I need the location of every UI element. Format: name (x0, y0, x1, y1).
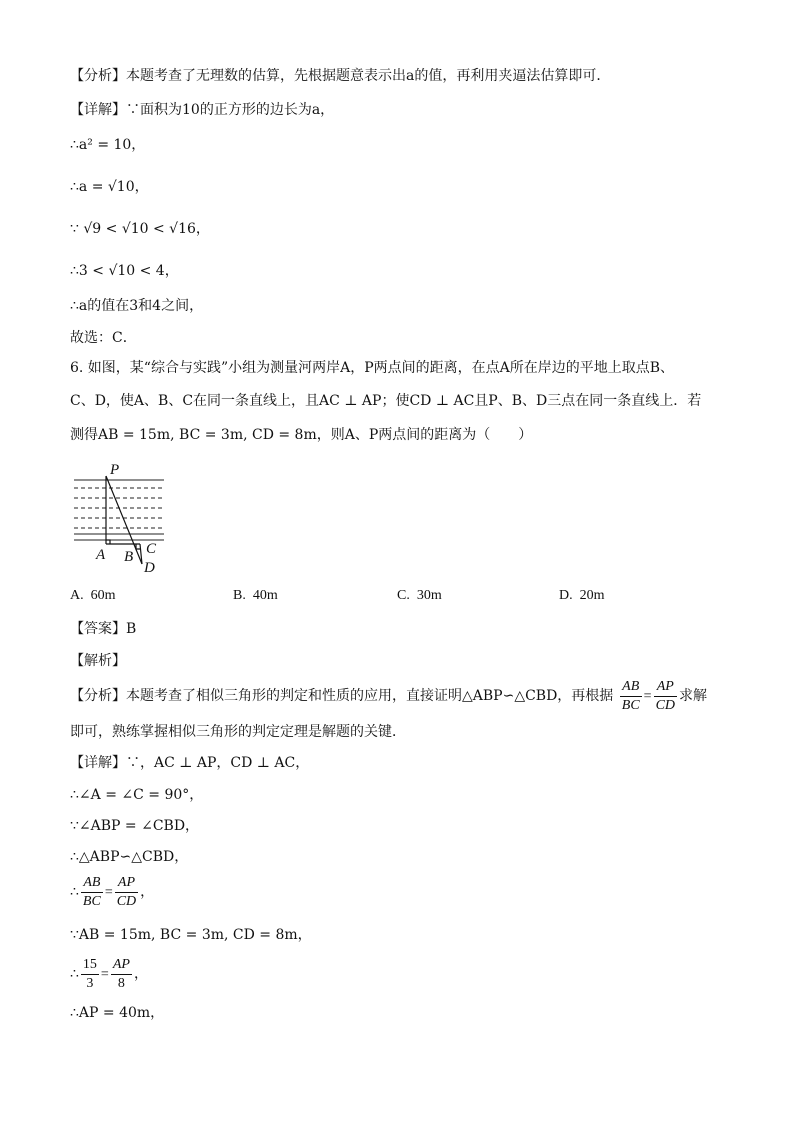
prev-step-5: ∴a的值在3和4之间， (70, 298, 204, 314)
solution-step-2: ∵∠ABP = ∠CBD， (70, 818, 200, 834)
solution-analysis-line: 【分析】本题考查了相似三角形的判定和性质的应用，直接证明△ABP∽△CBD，再根据 $\frac{AB}{BC}$ = $\frac{AP}{CD}$ 求解 (70, 678, 708, 713)
solution-analysis-text: 【分析】本题考查了相似三角形的判定和性质的应用，直接证明△ABP∽△CBD，再根据 (70, 688, 614, 704)
prev-detail: 【详解】∵面积为10的正方形的边长为a， (70, 102, 335, 118)
right-angle-C (136, 544, 140, 549)
label-P: P (110, 462, 120, 478)
label-C: C (146, 541, 157, 557)
prev-step-4: ∴3 < √10 < 4， (70, 263, 179, 279)
solution-step-1: ∴∠A = ∠C = 90°， (70, 787, 204, 803)
option-b[interactable]: B. 40m (233, 588, 278, 603)
label-D: D (144, 560, 155, 576)
ratio-ap-cd: $\frac{AP}{CD}$ (655, 678, 676, 713)
river-lines (74, 480, 164, 540)
solution-analysis-cont: 即可，熟练掌握相似三角形的判定定理是解题的关键． (70, 724, 406, 740)
question-6-line-1: 6. 如图，某“综合与实践”小组为测量河两岸A，P两点间的距离，在点A所在岸边的平地上取点B、 (70, 360, 675, 376)
option-a[interactable]: A. 60m (70, 588, 116, 603)
analysis-tag: 【解析】 (70, 653, 126, 669)
solution-step-5: ∵AB = 15m, BC = 3m, CD = 8m， (70, 927, 312, 943)
ratio-15-3: $\frac{15}{3}$ (82, 956, 97, 991)
solution-step-4: ∴ $\frac{AB}{BC}$ = $\frac{AP}{CD}$ ， (70, 874, 155, 909)
answer-line (70, 619, 136, 639)
prev-choose: 故选：C． (70, 330, 137, 346)
solution-step-6: ∴ $\frac{15}{3}$ = $\frac{AP}{8}$ ， (70, 956, 148, 991)
label-B: B (124, 549, 134, 565)
ratio-ap-cd-2: $\frac{AP}{CD}$ (116, 874, 137, 909)
prev-step-2: ∴a = √10， (70, 179, 149, 195)
question-6-line-2: C、D，使A、B、C在同一条直线上，且AC ⊥ AP；使CD ⊥ AC且P、B、D三点在同一条直线上．若 (70, 393, 702, 409)
label-A: A (96, 547, 106, 563)
ratio-ab-bc: $\frac{AB}{BC}$ (621, 678, 640, 713)
prev-analysis: 【分析】本题考查了无理数的估算，先根据题意表示出a的值，再利用夹逼法估算即可． (70, 68, 611, 84)
question-6-line-3: 测得AB = 15m, BC = 3m, CD = 8m，则A、P两点间的距离为（ ） (70, 427, 533, 443)
prev-step-3: ∵ √9 < √10 < √16， (70, 221, 210, 237)
option-c[interactable]: C. 30m (397, 588, 442, 603)
solution-step-7: ∴AP = 40m， (70, 1005, 165, 1021)
option-d[interactable]: D. 20m (559, 588, 605, 603)
answer-value: B (126, 621, 137, 637)
prev-step-1: ∴a² = 10， (70, 137, 146, 153)
ratio-ap-8: $\frac{AP}{8}$ (112, 956, 130, 991)
options-row (70, 588, 750, 610)
ratio-ab-bc-2: $\frac{AB}{BC}$ (82, 874, 101, 909)
river-figure (70, 460, 180, 576)
solution-analysis-tail: 求解 (679, 688, 708, 704)
solution-step-3: ∴△ABP∽△CBD， (70, 849, 189, 865)
answer-tag: 【答案】 (70, 621, 126, 637)
solution-detail: 【详解】∵，AC ⊥ AP，CD ⊥ AC， (70, 755, 310, 771)
